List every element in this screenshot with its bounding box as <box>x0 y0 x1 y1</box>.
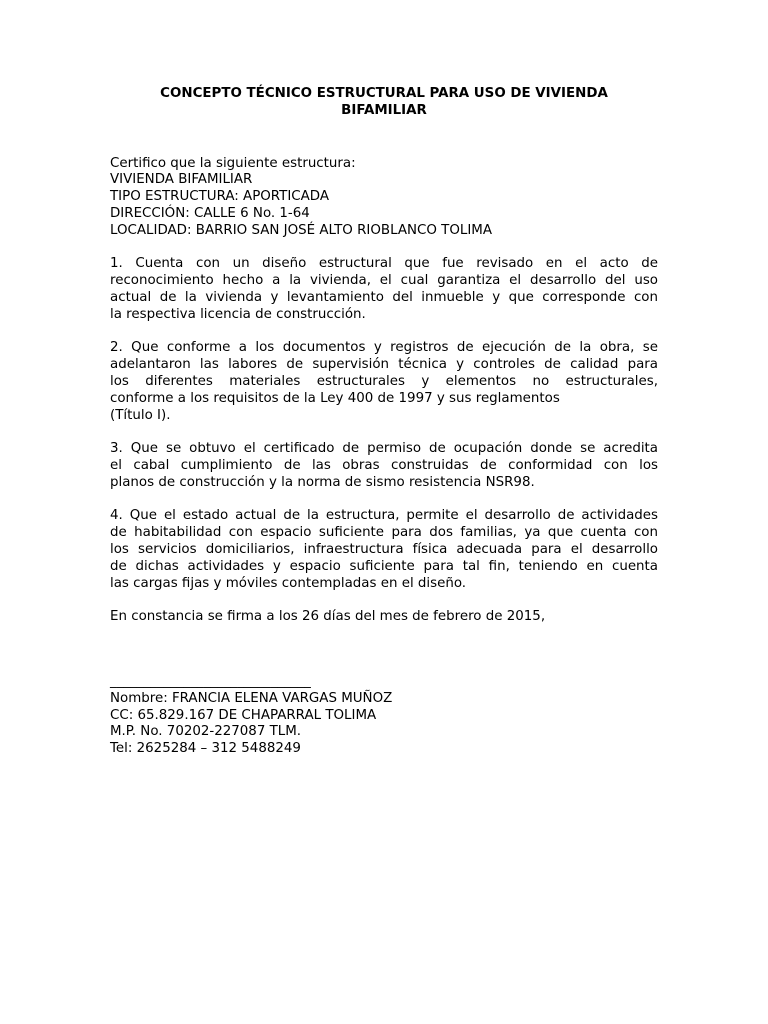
paragraph-line: el cabal cumplimiento de las obras construidas de conformidad con los <box>110 457 658 473</box>
paragraph-line: la respectiva licencia de construcción. <box>110 306 366 322</box>
paragraph-4 <box>110 508 658 592</box>
paragraph-2 <box>110 340 658 424</box>
title-line-2: BIFAMILIAR <box>341 102 427 118</box>
paragraph-line: actual de la vivienda y levantamiento del inmueble y que corresponde con <box>110 289 658 305</box>
paragraph-line: de habitabilidad con espacio suficiente para dos familias, ya que cuenta con <box>110 525 658 541</box>
document-title <box>110 86 658 120</box>
paragraph-line: adelantaron las labores de supervisión técnica y controles de calidad para <box>110 357 658 373</box>
paragraph-line: 4. Que el estado actual de la estructura, permite el desarrollo de actividades <box>110 508 658 524</box>
signer-name: Nombre: FRANCIA ELENA VARGAS MUÑOZ <box>110 690 393 706</box>
document-page <box>110 86 658 758</box>
paragraph-line: las cargas fijas y móviles contempladas en el diseño. <box>110 575 467 591</box>
paragraph-line: 3. Que se obtuvo el certificado de permiso de ocupación donde se acredita <box>110 441 658 457</box>
signer-license: M.P. No. 70202-227087 TLM. <box>110 724 302 740</box>
intro-statement: Certifico que la siguiente estructura: <box>110 155 356 171</box>
paragraph-line: planos de construcción y la norma de sismo resistencia NSR98. <box>110 474 535 490</box>
title-line-1: CONCEPTO TÉCNICO ESTRUCTURAL PARA USO DE VIVIENDA <box>160 86 608 101</box>
closing-statement <box>110 609 658 626</box>
signer-phone: Tel: 2625284 – 312 5488249 <box>110 741 301 757</box>
paragraph-line: 1. Cuenta con un diseño estructural que fue revisado en el acto de <box>110 256 658 272</box>
paragraph-line: 2. Que conforme a los documentos y registros de ejecución de la obra, se <box>110 340 658 356</box>
paragraph-line: conforme a los requisitos de la Ley 400 de 1997 y sus reglamentos <box>110 390 560 406</box>
structure-name: VIVIENDA BIFAMILIAR <box>110 172 253 188</box>
certification-intro <box>110 156 658 240</box>
paragraph-line: los servicios domiciliarios, infraestructura física adecuada para el desarrollo <box>110 541 658 557</box>
structure-locality: LOCALIDAD: BARRIO SAN JOSÉ ALTO RIOBLANCO TOLIMA <box>110 222 493 238</box>
signer-id: CC: 65.829.167 DE CHAPARRAL TOLIMA <box>110 707 377 723</box>
structure-address: DIRECCIÓN: CALLE 6 No. 1-64 <box>110 205 310 221</box>
closing-line: En constancia se firma a los 26 días del mes de febrero de 2015, <box>110 609 546 625</box>
signature-line: ______________________________ <box>110 673 311 689</box>
paragraph-3 <box>110 441 658 491</box>
paragraph-line: reconocimiento hecho a la vivienda, el cual garantiza el desarrollo del uso <box>110 273 658 289</box>
paragraph-1 <box>110 256 658 323</box>
paragraph-line: (Título I). <box>110 407 171 423</box>
paragraph-line: de dichas actividades y espacio suficiente para tal fin, teniendo en cuenta <box>110 558 658 574</box>
paragraph-line: los diferentes materiales estructurales y elementos no estructurales, <box>110 373 658 389</box>
signature-block <box>110 674 658 758</box>
structure-type: TIPO ESTRUCTURA: APORTICADA <box>110 189 330 205</box>
